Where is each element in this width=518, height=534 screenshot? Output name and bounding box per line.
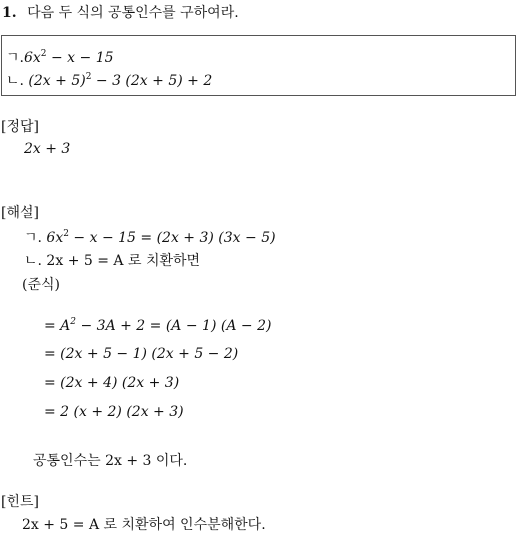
solution-step-3: = (2x + 4) (2x + 3) <box>44 375 180 391</box>
solution-line-1-b: − x − 15 = (2x + 3) (3x − 5) <box>68 230 276 246</box>
solution-line-1-a: 6x <box>41 230 64 246</box>
item-2-expr-a: (2x + 5) <box>23 73 86 89</box>
step-1-exponent: 2 <box>70 317 77 327</box>
solution-line-3: (준식) <box>22 277 60 293</box>
item-1-expr-b: − x − 15 <box>46 50 114 66</box>
step-1-a: = A <box>44 318 71 334</box>
question-text: 다음 두 식의 공통인수를 구하여라. <box>27 5 239 21</box>
item-2-label: ㄴ. <box>6 73 24 89</box>
solution-line-2-label: ㄴ. <box>24 253 42 269</box>
item-2-expr-b: − 3 (2x + 5) + 2 <box>91 73 213 89</box>
item-1-expr-a: 6x <box>23 50 41 66</box>
answer-value: 2x + 3 <box>24 141 71 157</box>
solution-line-2 <box>24 250 200 270</box>
hint-heading: [힌트] <box>1 494 39 510</box>
solution-line-1 <box>24 227 276 247</box>
solution-line-1-label: ㄱ. <box>24 230 42 246</box>
solution-heading: [해설] <box>1 205 39 221</box>
answer-heading: [정답] <box>1 119 39 135</box>
step-1-b: − 3A + 2 = (A − 1) (A − 2) <box>76 318 272 334</box>
item-2-exponent: 2 <box>85 72 92 82</box>
solution-line-1-exponent: 2 <box>63 229 69 239</box>
solution-step-1 <box>44 318 271 334</box>
item-1-label: ㄱ. <box>6 50 24 66</box>
item-1-exponent: 2 <box>40 49 47 59</box>
question <box>2 2 239 22</box>
solution-step-4: = 2 (x + 2) (2x + 3) <box>44 404 184 420</box>
question-number: 1. <box>2 5 17 21</box>
solution-step-2: = (2x + 5 − 1) (2x + 5 − 2) <box>44 346 239 362</box>
solution-line-2-text: 2x + 5 = A 로 치환하면 <box>41 253 201 269</box>
problem-item-2 <box>6 70 212 90</box>
problem-item-1 <box>6 47 114 67</box>
hint-text: 2x + 5 = A 로 치환하여 인수분해한다. <box>22 517 266 533</box>
solution-conclusion: 공통인수는 2x + 3 이다. <box>33 453 188 469</box>
